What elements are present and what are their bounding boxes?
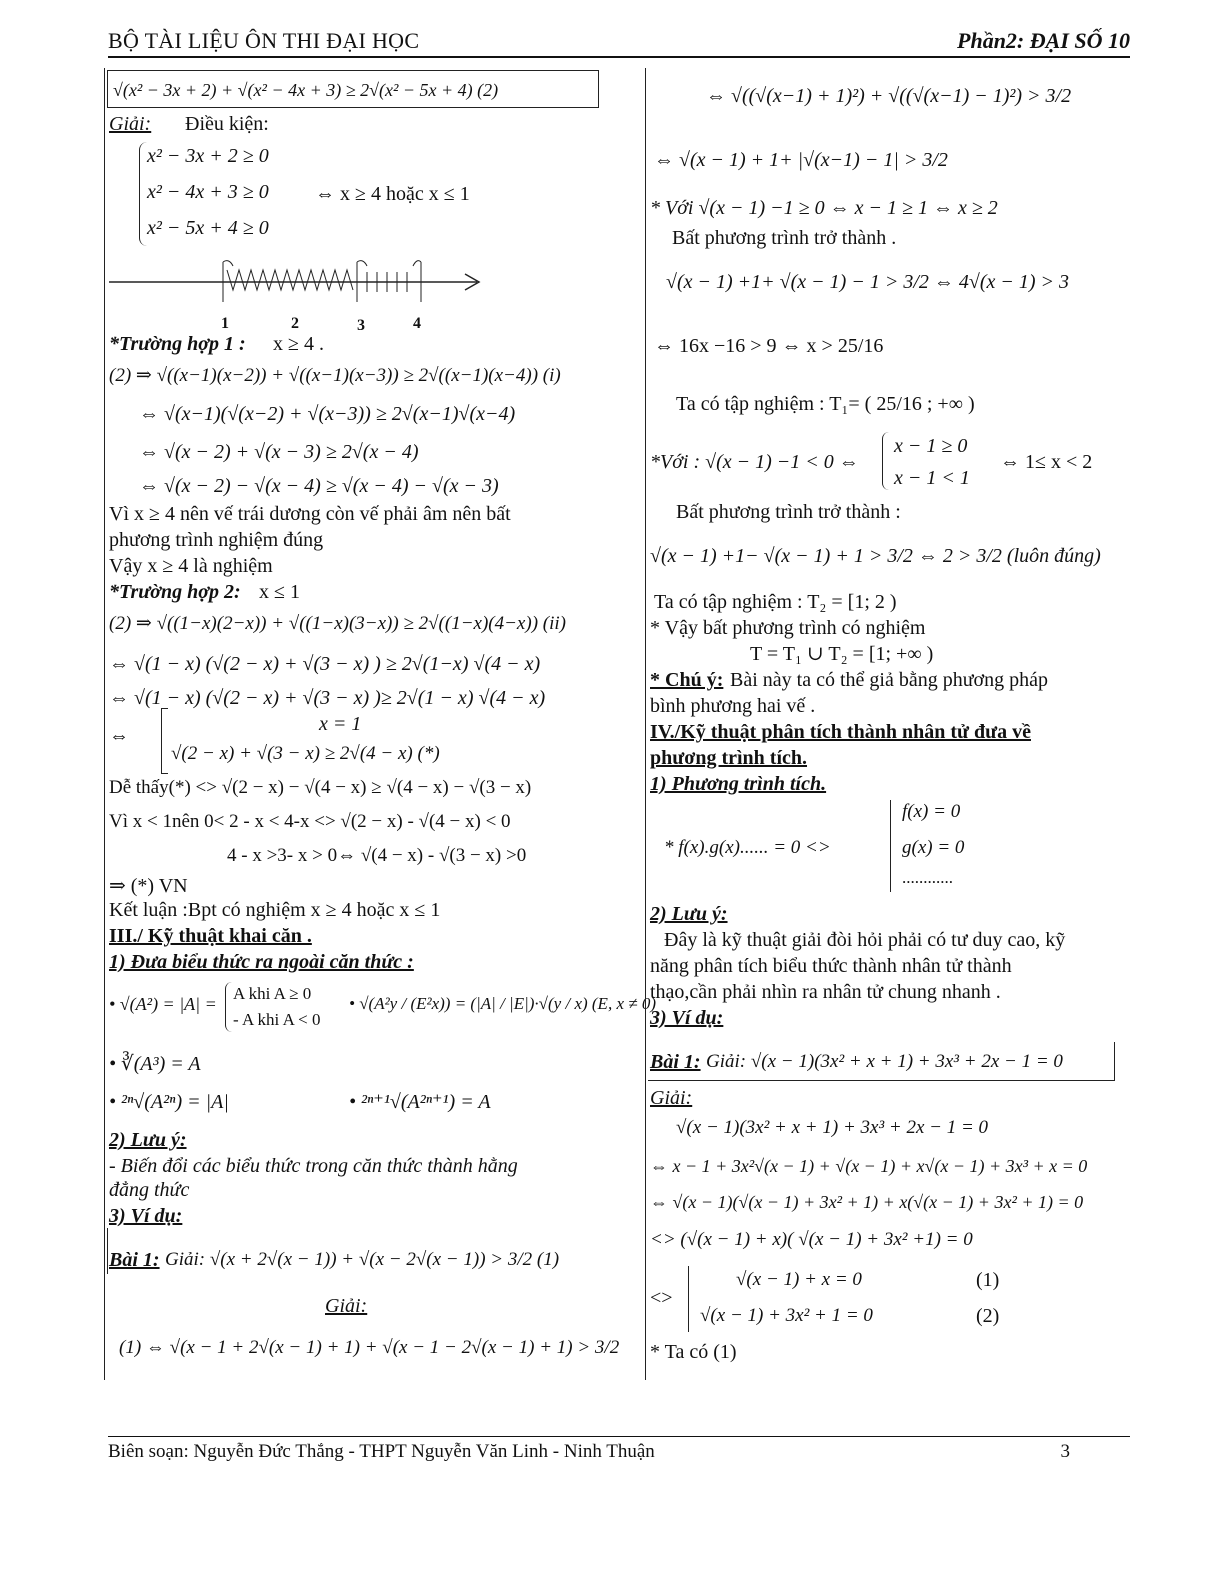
right-conclusion-2: T = T₁ ∪ T₂ = [1; +∞ )	[750, 643, 934, 665]
right-case-2-brace	[882, 432, 889, 490]
right-example-option-2: √(x − 1) + 3x² + 1 = 0	[700, 1305, 873, 1326]
product-case-2: g(x) = 0	[902, 837, 965, 858]
right-case-2-cond-1: x − 1 ≥ 0	[894, 435, 968, 457]
case-1-step-2: ⇔ √(x−1)(√(x−2) + √(x−3)) ≥ 2√(x−1)√(x−4)	[139, 403, 516, 425]
rule-abs-value: • √(A²) = |A| =	[109, 994, 217, 1014]
case-2-bracket	[161, 708, 168, 774]
rule-cube-root: • ∛(A³) = A	[109, 1053, 201, 1075]
note-heading: 2) Lưu ý:	[109, 1129, 187, 1151]
rule-abs-case-1: A khi A ≥ 0	[233, 984, 312, 1003]
condition-3: x² − 5x + 4 ≥ 0	[147, 217, 269, 239]
right-case-1-step-1: √(x − 1) +1+ √(x − 1) − 1 > 3/2 ⇔ 4√(x − 1) > 3	[666, 271, 1070, 293]
example-1-label: Bài 1:	[109, 1249, 160, 1271]
right-case-2-step: √(x − 1) +1− √(x − 1) + 1 > 3/2 ⇔ 2 > 3/2 (luôn đúng)	[650, 545, 1101, 567]
right-conclusion-1: * Vậy bất phương trình có nghiệm	[650, 617, 926, 639]
right-case-2-text: Bất phương trình trở thành :	[676, 501, 901, 523]
header-section: Phần2: ĐẠI SỐ 10	[957, 28, 1130, 53]
right-example-final: * Ta có (1)	[650, 1341, 737, 1363]
page-number: 3	[1060, 1441, 1070, 1462]
right-example-solution-label: Giải:	[650, 1087, 693, 1109]
rule-abs-case-2: - A khi A < 0	[233, 1010, 321, 1029]
right-case-2-result: ⇔ 1≤ x < 2	[1000, 451, 1093, 473]
header-title: BỘ TÀI LIỆU ÔN THI ĐẠI HỌC	[108, 28, 420, 53]
rule-abs-brace	[225, 982, 232, 1032]
tick-4: 4	[413, 315, 421, 332]
condition-label: Điều kiện:	[185, 113, 269, 135]
right-example-bracket	[688, 1266, 695, 1332]
case-2-step-1: (2) ⇒ √((1−x)(2−x)) + √((1−x)(3−x)) ≥ 2√((1−x)(4−x)) (ii)	[109, 613, 566, 634]
section-IV-heading-2: phương trình tích.	[650, 747, 808, 769]
right-example-step-2: ⇔ x − 1 + 3x²√(x − 1) + √(x − 1) + x√(x − 1) + 3x³ + x = 0	[650, 1156, 1088, 1176]
right-case-2-solution: Ta có tập nghiệm : T₂ = [1; 2 )	[654, 591, 897, 613]
right-case-1-step-2: ⇔ 16x −16 > 9 ⇔ x > 25/16	[654, 335, 884, 357]
case-2-result: ⇒ (*) VN	[109, 875, 188, 897]
case-2-step-3: ⇔ √(1 − x) (√(2 − x) + √(3 − x) )≥ 2√(1 − x) √(4 − x)	[109, 687, 546, 709]
page-footer	[108, 1436, 1130, 1471]
condition-1: x² − 3x + 2 ≥ 0	[147, 145, 269, 167]
right-column	[645, 68, 1126, 1380]
page-header	[108, 26, 1130, 58]
right-note-body-3: thạo,cần phải nhìn ra nhân tử chung nhanh .	[650, 981, 1001, 1003]
right-example-step-4: <> (√(x − 1) + x)( √(x − 1) + 3x² +1) = 0	[650, 1229, 973, 1250]
tick-3: 3	[357, 317, 365, 334]
right-note-body-1: Đây là kỹ thuật giải đòi hỏi phải có tư duy cao, kỹ	[664, 929, 1066, 951]
rule-odd-root: • ²ⁿ⁺¹√(A²ⁿ⁺¹) = A	[349, 1091, 491, 1113]
left-column	[104, 68, 656, 1380]
right-case-1: * Với √(x − 1) −1 ≥ 0 ⇔ x − 1 ≥ 1 ⇔ x ≥ 2	[650, 197, 998, 219]
right-case-2-cond-2: x − 1 < 1	[894, 467, 970, 489]
case-2-note: Dễ thấy(*) <> √(2 − x) − √(4 − x) ≥ √(4 − x) − √(3 − x)	[109, 777, 532, 798]
case-2-reason-1: Vì x < 1nên 0< 2 - x < 4-x <> √(2 − x) - √(4 − x) < 0	[109, 811, 511, 832]
case-1-step-1: (2) ⇒ √((x−1)(x−2)) + √((x−1)(x−3)) ≥ 2√((x−1)(x−4)) (i)	[109, 365, 561, 386]
tick-2: 2	[291, 315, 299, 332]
right-example-heading: 3) Ví dụ:	[650, 1007, 724, 1029]
problem-2: √(x² − 3x + 2) + √(x² − 4x + 3) ≥ 2√(x² − 5x + 4) (2)	[113, 80, 499, 100]
right-case-1-text: Bất phương trình trở thành .	[672, 227, 897, 249]
product-case-more: ............	[902, 868, 953, 887]
right-case-1-solution: Ta có tập nghiệm : T₁= ( 25/16 ; +∞ )	[676, 393, 975, 415]
rule-fraction: • √(A²y / (E²x)) = (|A| / |E|)·√(y / x) (E, x ≠ 0)	[349, 994, 656, 1013]
rule-even-root: • ²ⁿ√(A²ⁿ) = |A|	[109, 1091, 229, 1113]
note-text-1: - Biến đổi các biểu thức trong căn thức thành hằng	[109, 1155, 518, 1177]
right-example-option-1: √(x − 1) + x = 0	[736, 1269, 862, 1290]
footer-author: Biên soạn: Nguyễn Đức Thắng - THPT Nguyễn Văn Linh - Ninh Thuận	[108, 1441, 655, 1462]
section-III-heading: III./ Kỹ thuật khai căn .	[109, 925, 312, 947]
right-note-heading: 2) Lưu ý:	[650, 903, 728, 925]
case-2-step-2: ⇔ √(1 − x) (√(2 − x) + √(3 − x) ) ≥ 2√(1−x) √(4 − x)	[109, 653, 541, 675]
subsection-1-heading: 1) Đưa biểu thức ra ngoài căn thức :	[109, 951, 414, 973]
example-1-problem: Giải: √(x + 2√(x − 1)) + √(x − 2√(x − 1)) > 3/2 (1)	[165, 1249, 560, 1270]
final-conclusion: Kết luận :Bpt có nghiệm x ≥ 4 hoặc x ≤ 1	[109, 899, 441, 921]
number-line	[105, 254, 495, 334]
case-2-equiv: ⇔	[109, 725, 129, 747]
section-IV-heading: IV./Kỹ thuật phân tích thành nhân tử đưa về	[650, 721, 1031, 743]
right-step-2: ⇔ √(x − 1) + 1+ |√(x−1) − 1| > 3/2	[654, 149, 948, 171]
case-1-step-3: ⇔ √(x − 2) + √(x − 3) ≥ 2√(x − 4)	[139, 441, 419, 463]
product-equation-heading: 1) Phương trình tích.	[650, 773, 827, 795]
right-case-2: *Với : √(x − 1) −1 < 0 ⇔	[650, 451, 859, 473]
case-2-condition: x ≤ 1	[259, 581, 300, 603]
condition-result: ⇔ x ≥ 4 hoặc x ≤ 1	[315, 183, 470, 205]
right-example-1-label: Bài 1:	[650, 1051, 701, 1073]
right-step-1: ⇔ √((√(x−1) + 1)²) + √((√(x−1) − 1)²) > 3/2	[706, 85, 1072, 107]
case-2-option-1: x = 1	[319, 713, 362, 735]
condition-2: x² − 4x + 3 ≥ 0	[147, 181, 269, 203]
right-example-option-1-tag: (1)	[976, 1269, 1000, 1291]
example-1-marker	[107, 1228, 108, 1274]
example-1-step-1: (1) ⇔ √(x − 1 + 2√(x − 1) + 1) + √(x − 1 − 2√(x − 1) + 1) > 3/2	[119, 1337, 620, 1358]
case-1-step-4: ⇔ √(x − 2) − √(x − 4) ≥ √(x − 4) − √(x − 3)	[139, 475, 499, 497]
case-1-reason-2: phương trình nghiệm đúng	[109, 529, 324, 551]
right-example-equiv: <>	[650, 1287, 673, 1309]
right-example-step-3: ⇔ √(x − 1)(√(x − 1) + 3x² + 1) + x(√(x − 1) + 3x² + 1) = 0	[650, 1192, 1084, 1212]
right-note-text: Bài này ta có thể giả bằng phương pháp	[730, 669, 1048, 691]
product-bracket	[890, 800, 897, 892]
case-2-heading: *Trường hợp 2:	[109, 581, 241, 603]
right-example-1-problem: Giải: √(x − 1)(3x² + x + 1) + 3x³ + 2x − 1 = 0	[706, 1051, 1063, 1072]
example-1-solution-label: Giải:	[325, 1295, 368, 1317]
note-text-2: đẳng thức	[109, 1179, 190, 1201]
case-1-reason-1: Vì x ≥ 4 nên vế trái dương còn vế phải âm nên bất	[109, 503, 511, 525]
right-example-option-2-tag: (2)	[976, 1305, 1000, 1327]
product-case-1: f(x) = 0	[902, 801, 961, 822]
example-heading: 3) Ví dụ:	[109, 1205, 183, 1227]
case-2-option-2: √(2 − x) + √(3 − x) ≥ 2√(4 − x) (*)	[171, 743, 440, 764]
right-note-label: * Chú ý:	[650, 669, 724, 691]
right-note-text-2: bình phương hai vế .	[650, 695, 816, 717]
case-1-condition: x ≥ 4 .	[273, 333, 324, 355]
case-1-heading: *Trường hợp 1 :	[109, 333, 246, 355]
right-example-step-1: √(x − 1)(3x² + x + 1) + 3x³ + 2x − 1 = 0	[676, 1117, 989, 1138]
product-equation: * f(x).g(x)...... = 0 <>	[664, 837, 831, 858]
case-2-reason-2: 4 - x >3- x > 0⇔ √(4 − x) - √(3 − x) >0	[227, 845, 527, 866]
tick-1: 1	[221, 315, 229, 332]
case-1-conclusion: Vậy x ≥ 4 là nghiệm	[109, 555, 273, 577]
solution-label: Giải:	[109, 113, 152, 135]
right-note-body-2: năng phân tích biểu thức thành nhân tử thành	[650, 955, 1012, 977]
